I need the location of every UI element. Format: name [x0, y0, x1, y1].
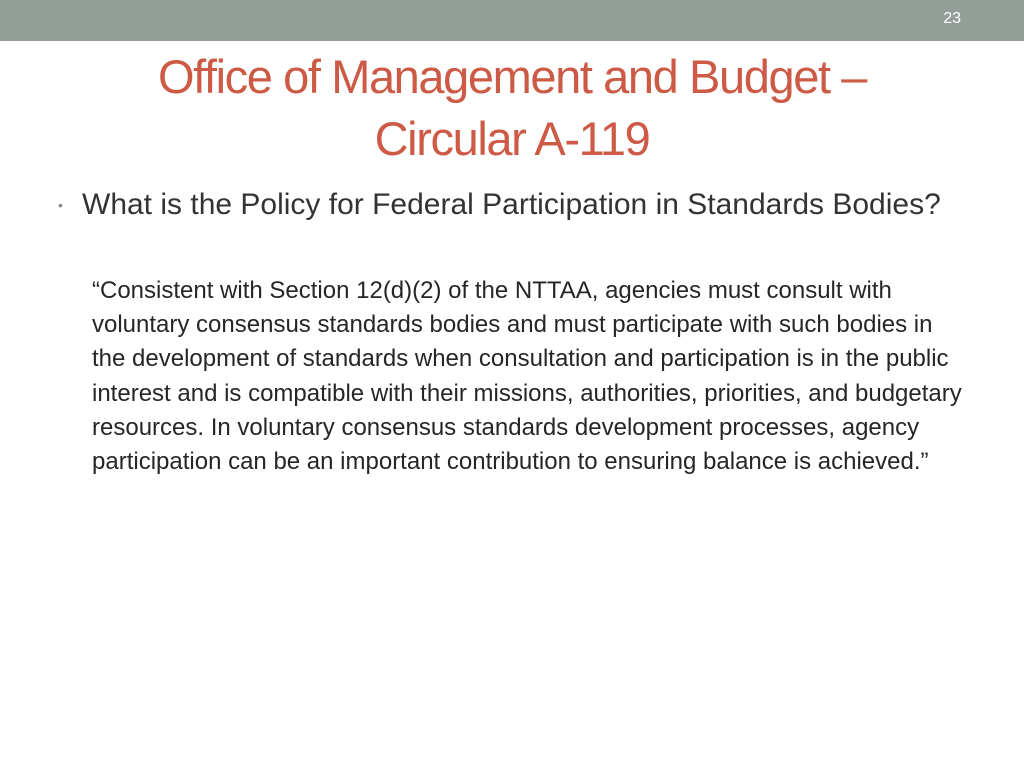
bullet-item [58, 186, 958, 224]
slide-title: Office of Management and Budget – Circular A-119 [157, 50, 867, 165]
bullet-dot-icon: • [58, 197, 63, 213]
top-bar [0, 0, 1024, 41]
policy-quote: “Consistent with Section 12(d)(2) of the NTTAA, agencies must consult with voluntary consensus standards bodies and must participate with such bodies in the development of standards when consultation and participation is in the public interest and is compatible with their missions, authorities, priorities, and budgetary resources. In voluntary consensus standards development processes, agency participation can be an important contribution to ensuring balance is achieved.” [92, 277, 962, 476]
slide-number: 23 [943, 10, 961, 27]
bullet-text: What is the Policy for Federal Participation in Standards Bodies? [82, 188, 941, 221]
